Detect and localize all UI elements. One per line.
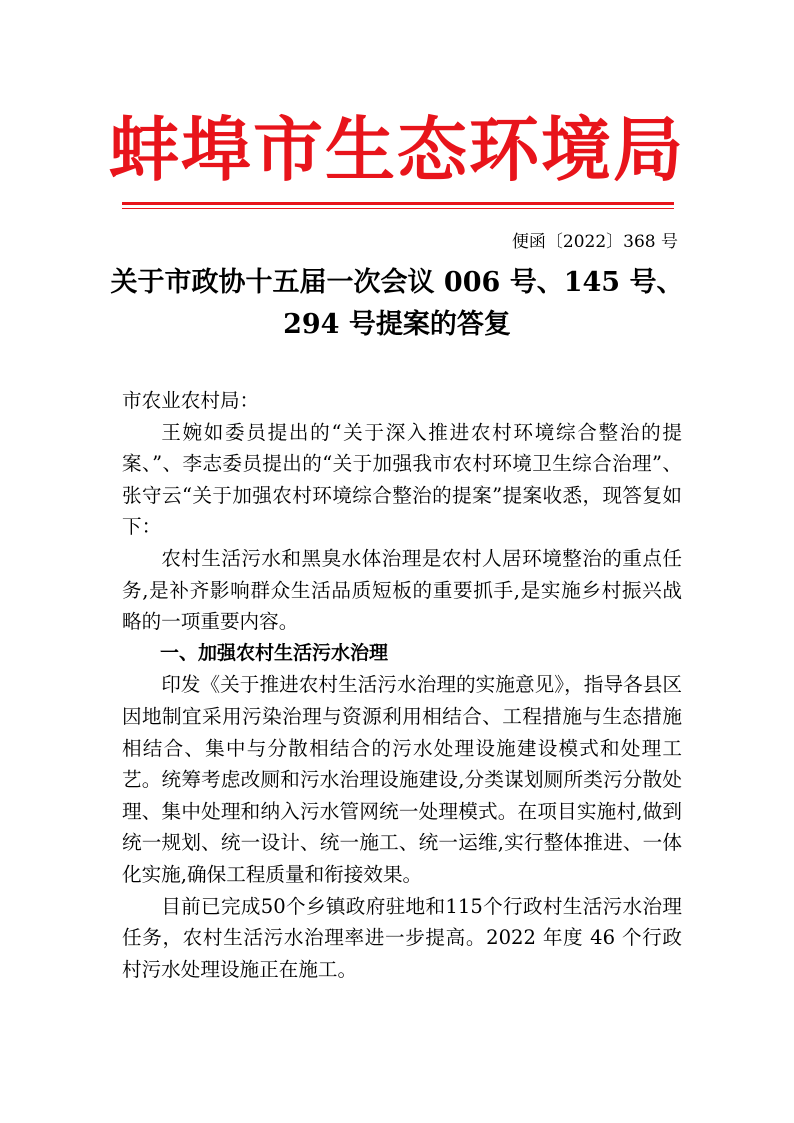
body-paragraph-2: 农村生活污水和黑臭水体治理是农村人居环境整治的重点任务,是补齐影响群众生活品质短板的重要抓手,是实施乡村振兴战略的一项重要内容。 <box>122 546 682 634</box>
document-title-line-1: 关于市政协十五届一次会议 006 号、145 号、 <box>110 267 684 298</box>
body-paragraph-4: 目前已完成50个乡镇政府驻地和115个行政村生活污水治理任务，农村生活污水治理率进一步提高。2022 年度 46 个行政村污水处理设施正在施工。 <box>122 894 682 981</box>
document-number: 便函〔2022〕368 号 <box>511 232 678 252</box>
body-paragraph-3: 印发《关于推进农村生活污水治理的实施意见》，指导各县区因地制宜采用污染治理与资源利用相结合、工程措施与生态措施相结合、集中与分散相结合的污水处理设施建设模式和处理工艺。统筹考虑改厕和污水治理设施建设,分类谋划厕所类污分散处理、集中处理和纳入污水管网统一处理模式。在项目实施村,做到统一规划、统一设计、统一施工、统一运维,实行整体推进、一体化实施,确保工程质量和衔接效果。 <box>122 673 682 886</box>
masthead-divider-thick <box>122 202 674 205</box>
document-title <box>100 262 694 346</box>
salutation: 市农业农村局： <box>122 389 260 412</box>
masthead-title: 蚌埠市生态环境局 <box>109 108 685 191</box>
body-paragraph-1: 王婉如委员提出的“关于深入推进农村环境综合整治的提案、”、李志委员提出的“关于加强我市农村环境卫生综合治理”、张守云“关于加强农村环境综合整治的提案”提案收悉，现答复如下： <box>122 420 682 539</box>
masthead-divider-thin <box>122 208 674 209</box>
document-title-line-2: 294 号提案的答复 <box>283 309 511 340</box>
section-heading-1: 一、加强农村生活污水治理 <box>160 641 389 664</box>
document-body <box>122 385 682 985</box>
